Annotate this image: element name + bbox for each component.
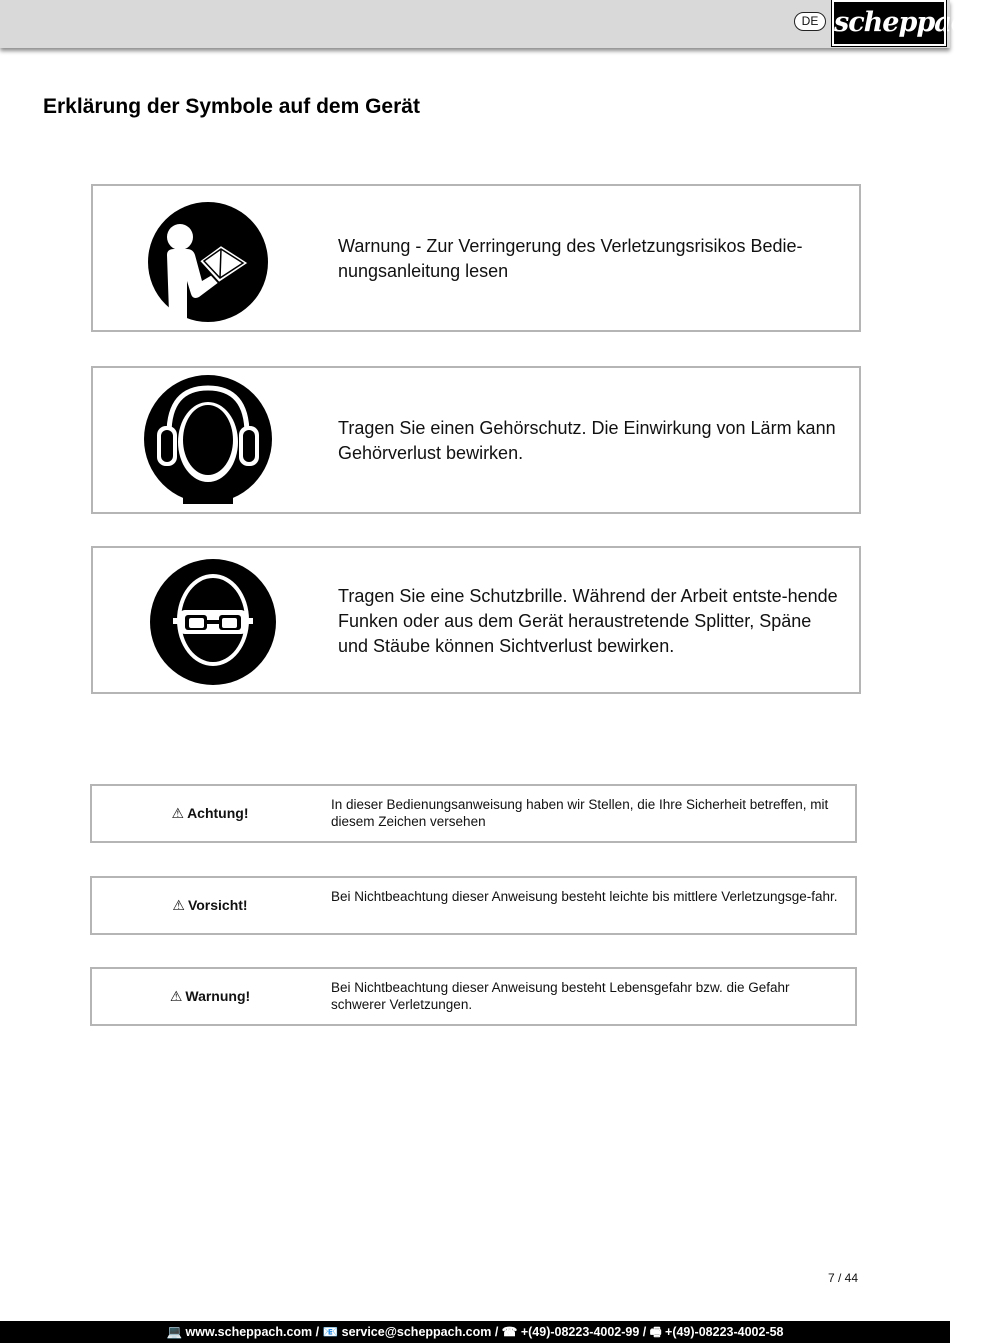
symbol-box-read-manual <box>91 184 861 332</box>
note-label: ⚠ Achtung! <box>171 805 249 821</box>
scheppach-logo: scheppach <box>832 0 946 46</box>
ear-protection-icon <box>143 374 273 504</box>
warning-icon: ⚠ <box>172 897 185 913</box>
language-badge: DE <box>794 12 826 31</box>
note-box-achtung <box>90 784 857 843</box>
eye-protection-icon <box>149 558 277 686</box>
page-number: 7 / 44 <box>828 1271 859 1285</box>
note-box-vorsicht <box>90 876 857 935</box>
warning-icon: ⚠ <box>169 988 183 1004</box>
symbol-box-eye-protection <box>91 546 861 694</box>
note-text: In dieser Bedienungsanweisung haben wir Stellen, die Ihre Sicherheit betreffen, mit diesem Zeichen versehen <box>331 797 829 829</box>
symbol-description: Tragen Sie eine Schutzbrille. Während der Arbeit entste-hende Funken oder aus dem Gerät heraustretende Splitter, Späne und Stäube können Sichtverlust bewirken. <box>338 586 838 656</box>
symbol-box-ear-protection <box>91 366 861 514</box>
read-manual-icon <box>147 201 269 323</box>
note-text: Bei Nichtbeachtung dieser Anweisung besteht leichte bis mittlere Verletzungsge-fahr. <box>331 889 838 904</box>
note-label: ⚠ Warnung! <box>169 988 251 1004</box>
symbol-description: Tragen Sie einen Gehörschutz. Die Einwirkung von Lärm kann Gehörverlust bewirken. <box>338 418 836 463</box>
note-label: ⚠ Vorsicht! <box>172 897 248 913</box>
page-title: Erklärung der Symbole auf dem Gerät <box>43 95 420 118</box>
symbol-description: Warnung - Zur Verringerung des Verletzungsrisikos Bedie-nungsanleitung lesen <box>338 236 803 281</box>
warning-icon: ⚠ <box>171 805 185 821</box>
note-box-warnung <box>90 967 857 1026</box>
page-footer: 💻 www.scheppach.com / 📧 service@scheppach.com / ☎ +(49)-08223-4002-99 / 🖷 +(49)-08223-4002-58 <box>0 1321 950 1343</box>
note-text: Bei Nichtbeachtung dieser Anweisung besteht Lebensgefahr bzw. die Gefahr schwerer Verletzungen. <box>331 980 790 1012</box>
page-header <box>0 0 985 48</box>
